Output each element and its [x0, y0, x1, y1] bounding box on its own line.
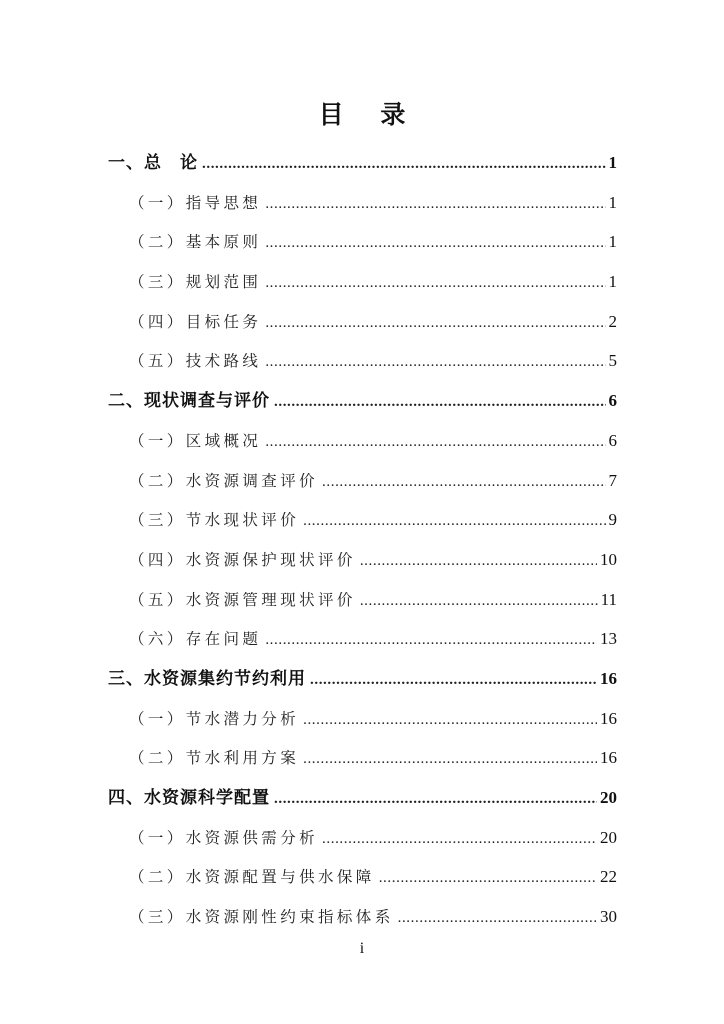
toc-dot-leader: [303, 701, 597, 741]
toc-entry-label: 三、水资源集约节约利用: [108, 668, 306, 689]
toc-entry-label: （二）水资源调查评价: [129, 471, 319, 490]
toc-entry-page-number: 22: [600, 867, 617, 887]
toc-entry-page-number: 16: [600, 708, 617, 728]
toc-entry-label: （二）水资源配置与供水保障: [129, 868, 375, 887]
toc-section-entry[interactable]: [108, 262, 617, 302]
toc-dot-leader: [303, 502, 605, 542]
toc-entry-page-number: 9: [608, 510, 617, 530]
toc-dot-leader: [202, 145, 606, 185]
toc-entry-label: （六）存在问题: [129, 630, 262, 649]
toc-dot-leader: [310, 661, 597, 701]
toc-entry-page-number: 13: [600, 629, 617, 649]
toc-dot-leader: [303, 740, 597, 780]
toc-entry-page-number: 1: [608, 153, 617, 172]
toc-dot-leader: [274, 780, 597, 820]
toc-dot-leader: [322, 463, 605, 503]
toc-chapter-entry[interactable]: [108, 381, 617, 421]
toc-section-entry[interactable]: [108, 580, 617, 620]
toc-section-entry[interactable]: [108, 341, 617, 381]
toc-entry-page-number: 16: [600, 748, 617, 768]
toc-dot-leader: [398, 899, 597, 939]
toc-chapter-entry[interactable]: [108, 659, 617, 699]
toc-dot-leader: [265, 185, 605, 225]
toc-dot-leader: [322, 820, 597, 860]
toc-dot-leader: [265, 621, 597, 661]
toc-section-entry[interactable]: [108, 897, 617, 937]
toc-section-entry[interactable]: [108, 183, 617, 223]
toc-entry-page-number: 2: [608, 311, 617, 331]
toc-section-entry[interactable]: [108, 738, 617, 778]
page-title: 目 录: [318, 100, 420, 129]
toc-entry-label: （五）水资源管理现状评价: [129, 590, 356, 609]
toc-entry-label: （二）基本原则: [129, 233, 262, 252]
toc-section-entry[interactable]: [108, 421, 617, 461]
toc-dot-leader: [265, 224, 605, 264]
toc-entry-label: （一）节水潜力分析: [129, 709, 300, 728]
toc-entry-page-number: 1: [608, 232, 617, 252]
toc-entry-label: （三）水资源刚性约束指标体系: [129, 908, 394, 927]
toc-entry-label: （三）规划范围: [129, 273, 262, 292]
toc-entry-page-number: 16: [600, 668, 617, 688]
toc-entry-page-number: 6: [608, 391, 617, 411]
toc-entry-label: （四）水资源保护现状评价: [129, 550, 356, 569]
toc-entry-page-number: 1: [608, 192, 617, 212]
toc-entry-label: 四、水资源科学配置: [108, 788, 270, 808]
toc-entry-page-number: 7: [608, 470, 617, 490]
toc-entry-page-number: 11: [600, 589, 617, 609]
toc-section-entry[interactable]: [108, 857, 617, 897]
toc-entry-label: （五）技术路线: [129, 352, 262, 371]
toc-entry-label: （一）区域概况: [129, 431, 262, 450]
toc-section-entry[interactable]: [108, 619, 617, 659]
toc-entry-label: 二、现状调查与评价: [108, 391, 270, 412]
toc-section-entry[interactable]: [108, 500, 617, 540]
toc-entry-page-number: 20: [600, 827, 617, 847]
toc-dot-leader: [265, 264, 605, 304]
toc-chapter-entry[interactable]: [108, 778, 617, 818]
toc-entry-label: （三）节水现状评价: [129, 511, 300, 530]
toc-chapter-entry[interactable]: [108, 143, 617, 183]
toc-entry-label: （一）指导思想: [129, 193, 262, 212]
toc-entry-page-number: 10: [600, 549, 617, 569]
toc-entry-page-number: 20: [600, 788, 617, 807]
toc-entry-label: （四）目标任务: [129, 312, 262, 331]
toc-entry-label: （一）水资源供需分析: [129, 828, 319, 847]
table-of-contents: [108, 143, 617, 937]
toc-dot-leader: [265, 423, 605, 463]
toc-section-entry[interactable]: [108, 302, 617, 342]
toc-entry-page-number: 1: [608, 272, 617, 292]
toc-dot-leader: [360, 582, 598, 622]
footer-page-number: i: [359, 940, 365, 957]
toc-entry-page-number: 30: [600, 907, 617, 927]
toc-section-entry[interactable]: [108, 461, 617, 501]
toc-entry-page-number: 6: [608, 430, 617, 450]
toc-dot-leader: [274, 383, 606, 423]
toc-entry-page-number: 5: [608, 351, 617, 371]
toc-entry-label: 一、总 论: [108, 153, 198, 173]
toc-section-entry[interactable]: [108, 818, 617, 858]
toc-entry-label: （二）节水利用方案: [129, 749, 300, 768]
toc-dot-leader: [379, 859, 597, 899]
toc-section-entry[interactable]: [108, 699, 617, 739]
toc-dot-leader: [360, 542, 597, 582]
toc-section-entry[interactable]: [108, 222, 617, 262]
toc-dot-leader: [265, 304, 605, 344]
toc-section-entry[interactable]: [108, 540, 617, 580]
toc-dot-leader: [265, 343, 605, 383]
